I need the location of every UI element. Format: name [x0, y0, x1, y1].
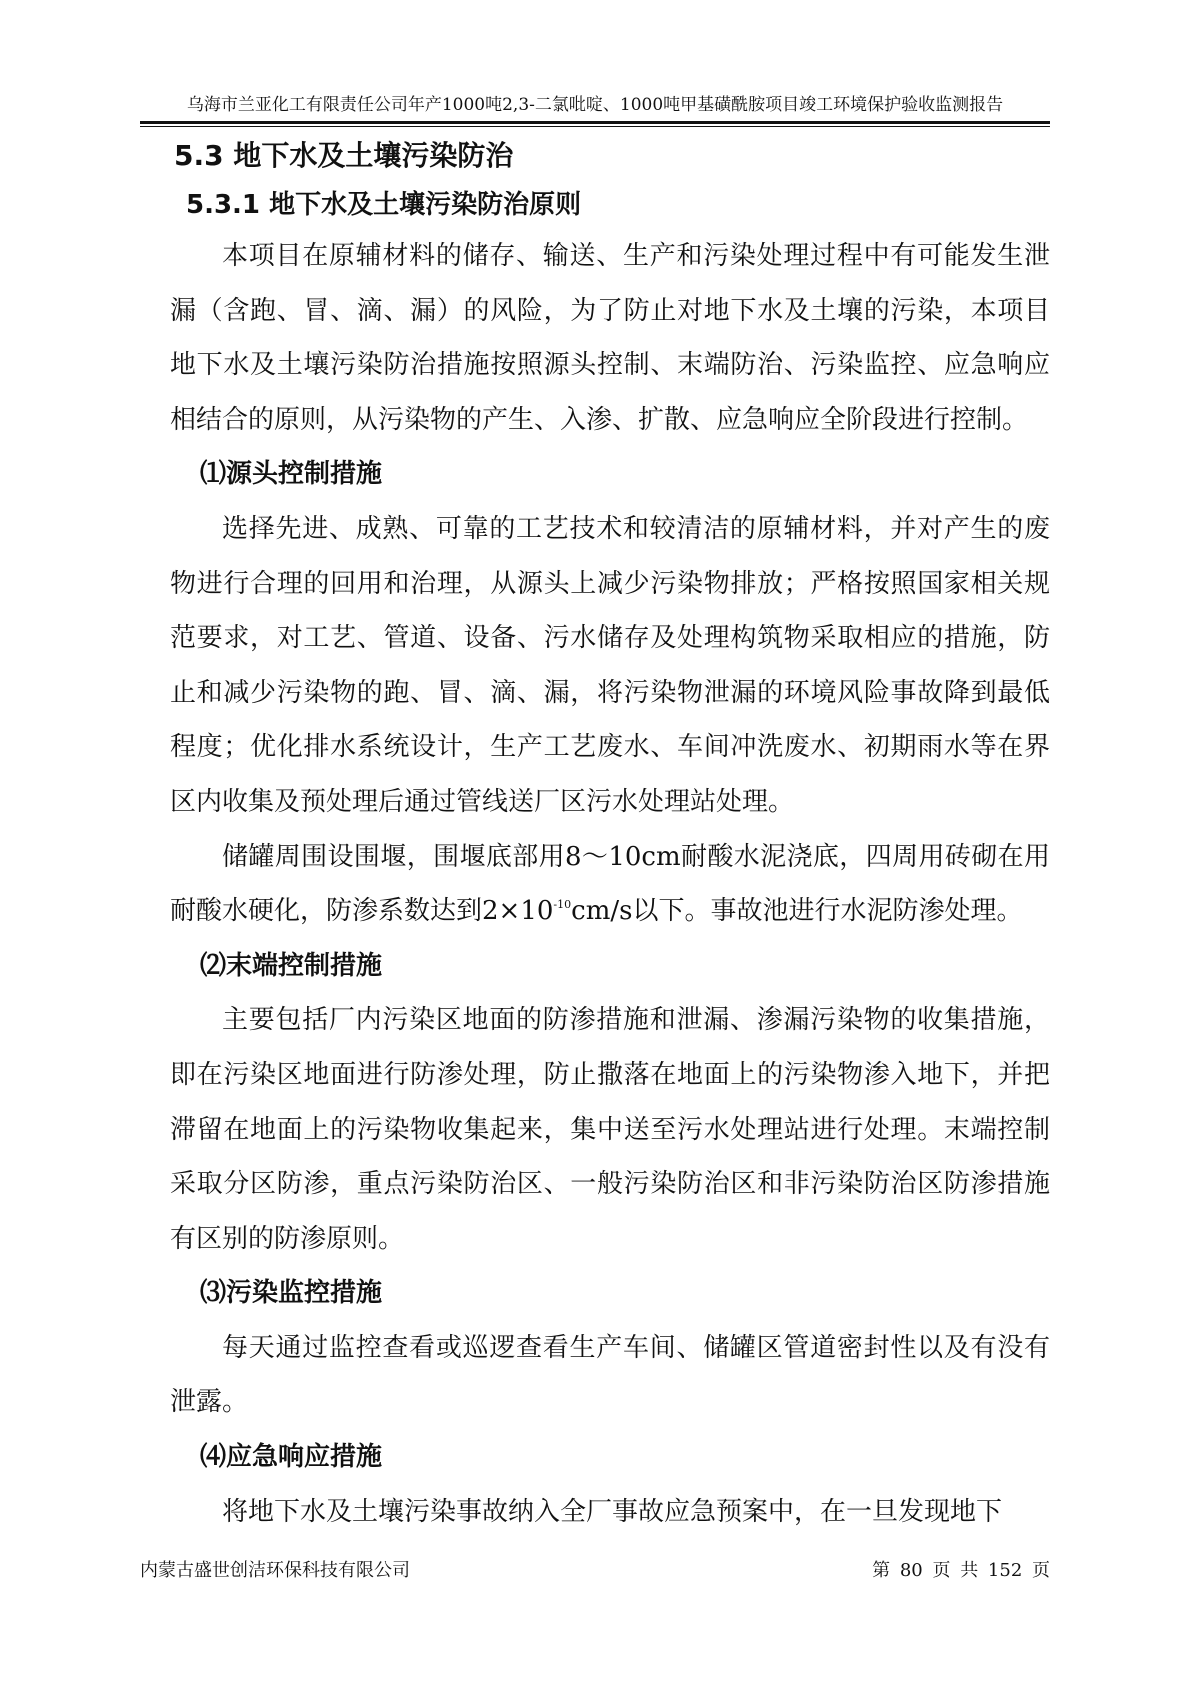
header-title: 乌海市兰亚化工有限责任公司年产1000吨2,3-二氯吡啶、1000吨甲基磺酰胺项目竣工环境保护验收监测报告: [186, 95, 1004, 115]
emergency-paragraph: 将地下水及土壤污染事故纳入全厂事故应急预案中，在一旦发现地下: [222, 1496, 1003, 1527]
header-rule-thick: [140, 121, 1050, 124]
tank-para-text: 储罐周围设围堰，围堰底部用8～10cm耐酸水泥浇底，四周用砖砌在用耐酸水硬化，防渗系数达到2×10: [170, 841, 1050, 927]
measure-title-emergency: ⑷应急响应措施: [200, 1442, 383, 1473]
measure-title-end-control: ⑵末端控制措施: [200, 950, 383, 981]
footer-company: 内蒙古盛世创洁环保科技有限公司: [140, 1560, 410, 1581]
intro-paragraph: 本项目在原辅材料的储存、输送、生产和污染处理过程中有可能发生泄漏（含跑、冒、滴、漏）的风险，为了防止对地下水及土壤的污染，本项目地下水及土壤污染防治措施按照源头控制、末端防治、污染监控、应急响应相结合的原则，从污染物的产生、入渗、扩散、应急响应全阶段进行控制。: [170, 241, 1050, 435]
footer-page-number: 第 80 页 共 152 页: [872, 1560, 1050, 1581]
section-heading: 5.3 地下水及土壤污染防治: [174, 139, 514, 172]
measure-title-source-control: ⑴源头控制措施: [200, 459, 383, 490]
page-footer: [140, 1558, 1050, 1584]
page-content: [170, 133, 1050, 1539]
source-control-paragraph: 选择先进、成熟、可靠的工艺技术和较清洁的原辅材料，并对产生的废物进行合理的回用和治理，从源头上减少污染物排放；严格按照国家相关规范要求，对工艺、管道、设备、污水储存及处理构筑物采取相应的措施，防止和减少污染物的跑、冒、滴、漏，将污染物泄漏的环境风险事故降到最低程度；优化排水系统设计，生产工艺废水、车间冲洗废水、初期雨水等在界区内收集及预处理后通过管线送厂区污水处理站处理。: [170, 513, 1050, 817]
tank-area-paragraph: [170, 830, 1050, 939]
header-rule-thin: [140, 126, 1050, 127]
end-control-paragraph: 主要包括厂内污染区地面的防渗措施和泄漏、渗漏污染物的收集措施，即在污染区地面进行防渗处理，防止撒落在地面上的污染物渗入地下，并把滞留在地面上的污染物收集起来，集中送至污水处理站进行处理。末端控制采取分区防渗，重点污染防治区、一般污染防治区和非污染防治区防渗措施有区别的防渗原则。: [170, 1005, 1050, 1254]
exponent: -10: [553, 898, 572, 912]
tank-para-text-end: cm/s以下。事故池进行水泥防渗处理。: [571, 896, 1023, 927]
measure-title-monitoring: ⑶污染监控措施: [200, 1278, 383, 1309]
page-header: [140, 94, 1050, 124]
subsection-heading: 5.3.1 地下水及土壤污染防治原则: [186, 190, 582, 220]
monitoring-paragraph: 每天通过监控查看或巡逻查看生产车间、储罐区管道密封性以及有没有泄露。: [170, 1332, 1050, 1418]
